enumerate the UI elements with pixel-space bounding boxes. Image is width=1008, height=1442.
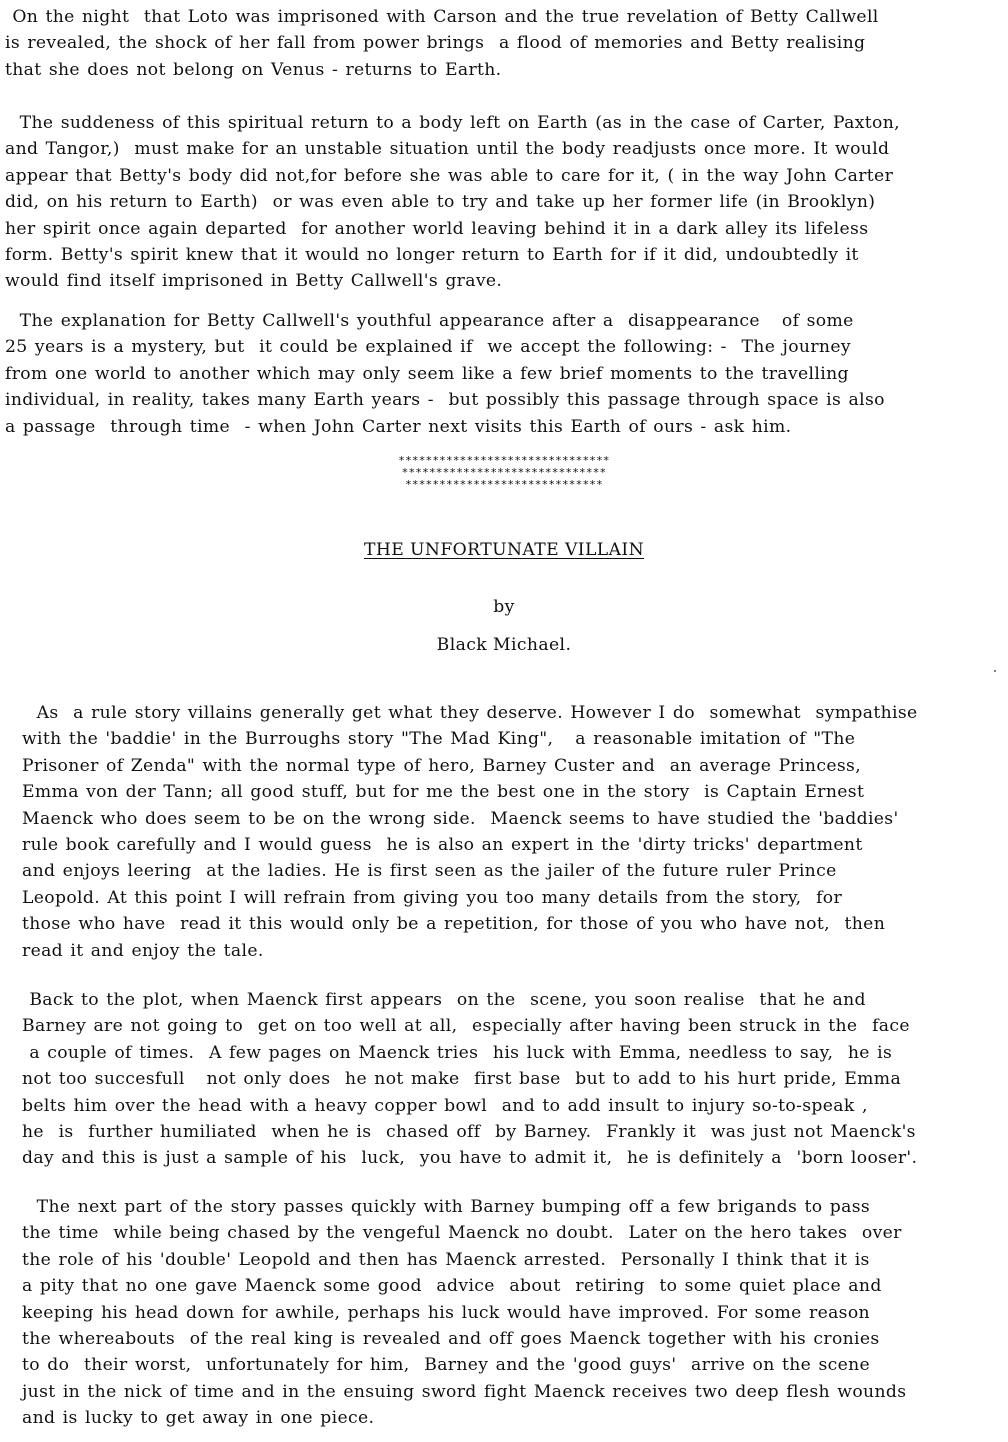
text-line: would find itself imprisoned in Betty Callwell's grave. [5, 271, 503, 292]
article-paragraph-3 [22, 1194, 906, 1432]
text-line: the time while being chased by the vengeful Maenck no doubt. Later on the hero takes over [22, 1223, 902, 1244]
article-byline: by [493, 597, 515, 617]
text-line: and enjoys leering at the ladies. He is first seen as the jailer of the future ruler Prince [22, 861, 837, 882]
text-line: belts him over the head with a heavy copper bowl and to add insult to injury so-to-speak , [22, 1095, 868, 1116]
text-line: her spirit once again departed for another world leaving behind it in a dark alley its lifeless [5, 218, 869, 239]
text-line: not too succesfull not only does he not make first base but to add to his hurt pride, Emma [22, 1069, 902, 1090]
article-paragraph-2 [22, 987, 917, 1172]
text-line: is revealed, the shock of her fall from power brings a flood of memories and Betty realising [5, 33, 866, 54]
text-line: individual, in reality, takes many Earth years - but possibly this passage through space is also [5, 390, 885, 411]
intro-paragraph-3 [5, 308, 885, 440]
text-line: On the night that Loto was imprisoned with Carson and the true revelation of Betty Callwell [5, 7, 879, 27]
article-title: THE UNFORTUNATE VILLAIN [363, 540, 645, 560]
text-line: Back to the plot, when Maenck first appears on the scene, you soon realise that he and [22, 990, 866, 1010]
text-line: and is lucky to get away in one piece. [22, 1408, 375, 1429]
text-line: 25 years is a mystery, but it could be explained if we accept the following: - The journey [5, 337, 851, 358]
text-line: rule book carefully and I would guess he is also an expert in the 'dirty tricks' department [22, 835, 863, 856]
text-line: with the 'baddie' in the Burroughs story "The Mad King", a reasonable imitation of "The [22, 729, 856, 750]
text-line: and Tangor,) must make for an unstable situation until the body readjusts once more. It would [5, 139, 890, 160]
article-author: Black Michael. [436, 635, 572, 655]
text-line: As a rule story villains generally get what they deserve. However I do somewhat sympathise [22, 703, 918, 723]
text-line: Maenck who does seem to be on the wrong side. Maenck seems to have studied the 'baddies' [22, 808, 899, 829]
text-line: Barney are not going to get on too well at all, especially after having been struck in the face [22, 1016, 910, 1037]
text-line: form. Betty's spirit knew that it would no longer return to Earth for if it did, undoubtedly it [5, 245, 859, 266]
intro-paragraph-1 [5, 4, 879, 83]
text-line: Leopold. At this point I will refrain from giving you too many details from the story, for [22, 887, 843, 908]
article-paragraph-1 [22, 700, 918, 964]
text-line: a couple of times. A few pages on Maenck tries his luck with Emma, needless to say, he is [22, 1042, 893, 1063]
intro-paragraph-2 [5, 110, 900, 295]
asterisk-divider-line: ****************************** [401, 466, 607, 479]
text-line: the role of his 'double' Leopold and then has Maenck arrested. Personally I think that it is [22, 1249, 870, 1270]
asterisk-divider-line: ***************************** [405, 478, 603, 491]
text-line: appear that Betty's body did not,for before she was able to care for it, ( in the way John Carter [5, 165, 894, 186]
text-line: to do their worst, unfortunately for him, Barney and the 'good guys' arrive on the scene [22, 1355, 871, 1376]
text-line: Emma von der Tann; all good stuff, but for me the best one in the story is Captain Ernest [22, 782, 865, 803]
asterisk-divider-line: ******************************* [398, 454, 610, 467]
text-line: day and this is just a sample of his luck, you have to admit it, he is definitely a 'born looser'. [22, 1148, 918, 1169]
text-line: Prisoner of Zenda" with the normal type of hero, Barney Custer and an average Princess, [22, 755, 862, 776]
text-line: keeping his head down for awhile, perhaps his luck would have improved. For some reason [22, 1302, 870, 1323]
text-line: those who have read it this would only be a repetition, for those of you who have not, then [22, 914, 886, 935]
text-line: a pity that no one gave Maenck some good advice about retiring to some quiet place and [22, 1276, 882, 1297]
text-line: read it and enjoy the tale. [22, 940, 264, 961]
text-line: The suddeness of this spiritual return to a body left on Earth (as in the case of Carter, Paxton, [5, 113, 900, 133]
text-line: he is further humiliated when he is chased off by Barney. Frankly it was just not Maenck's [22, 1122, 916, 1143]
text-line: just in the nick of time and in the ensuing sword fight Maenck receives two deep flesh wounds [22, 1381, 907, 1402]
text-line: a passage through time - when John Carter next visits this Earth of ours - ask him. [5, 416, 792, 437]
text-line: The next part of the story passes quickly with Barney bumping off a few brigands to pass [22, 1197, 871, 1217]
text-line: that she does not belong on Venus - returns to Earth. [5, 59, 502, 80]
text-line: the whereabouts of the real king is revealed and off goes Maenck together with his cronies [22, 1329, 880, 1350]
text-line: The explanation for Betty Callwell's youthful appearance after a disappearance of some [5, 311, 854, 331]
text-line: from one world to another which may only seem like a few brief moments to the travelling [5, 363, 849, 384]
print-speck [994, 670, 996, 672]
text-line: did, on his return to Earth) or was even able to try and take up her former life (in Brooklyn) [5, 192, 876, 213]
